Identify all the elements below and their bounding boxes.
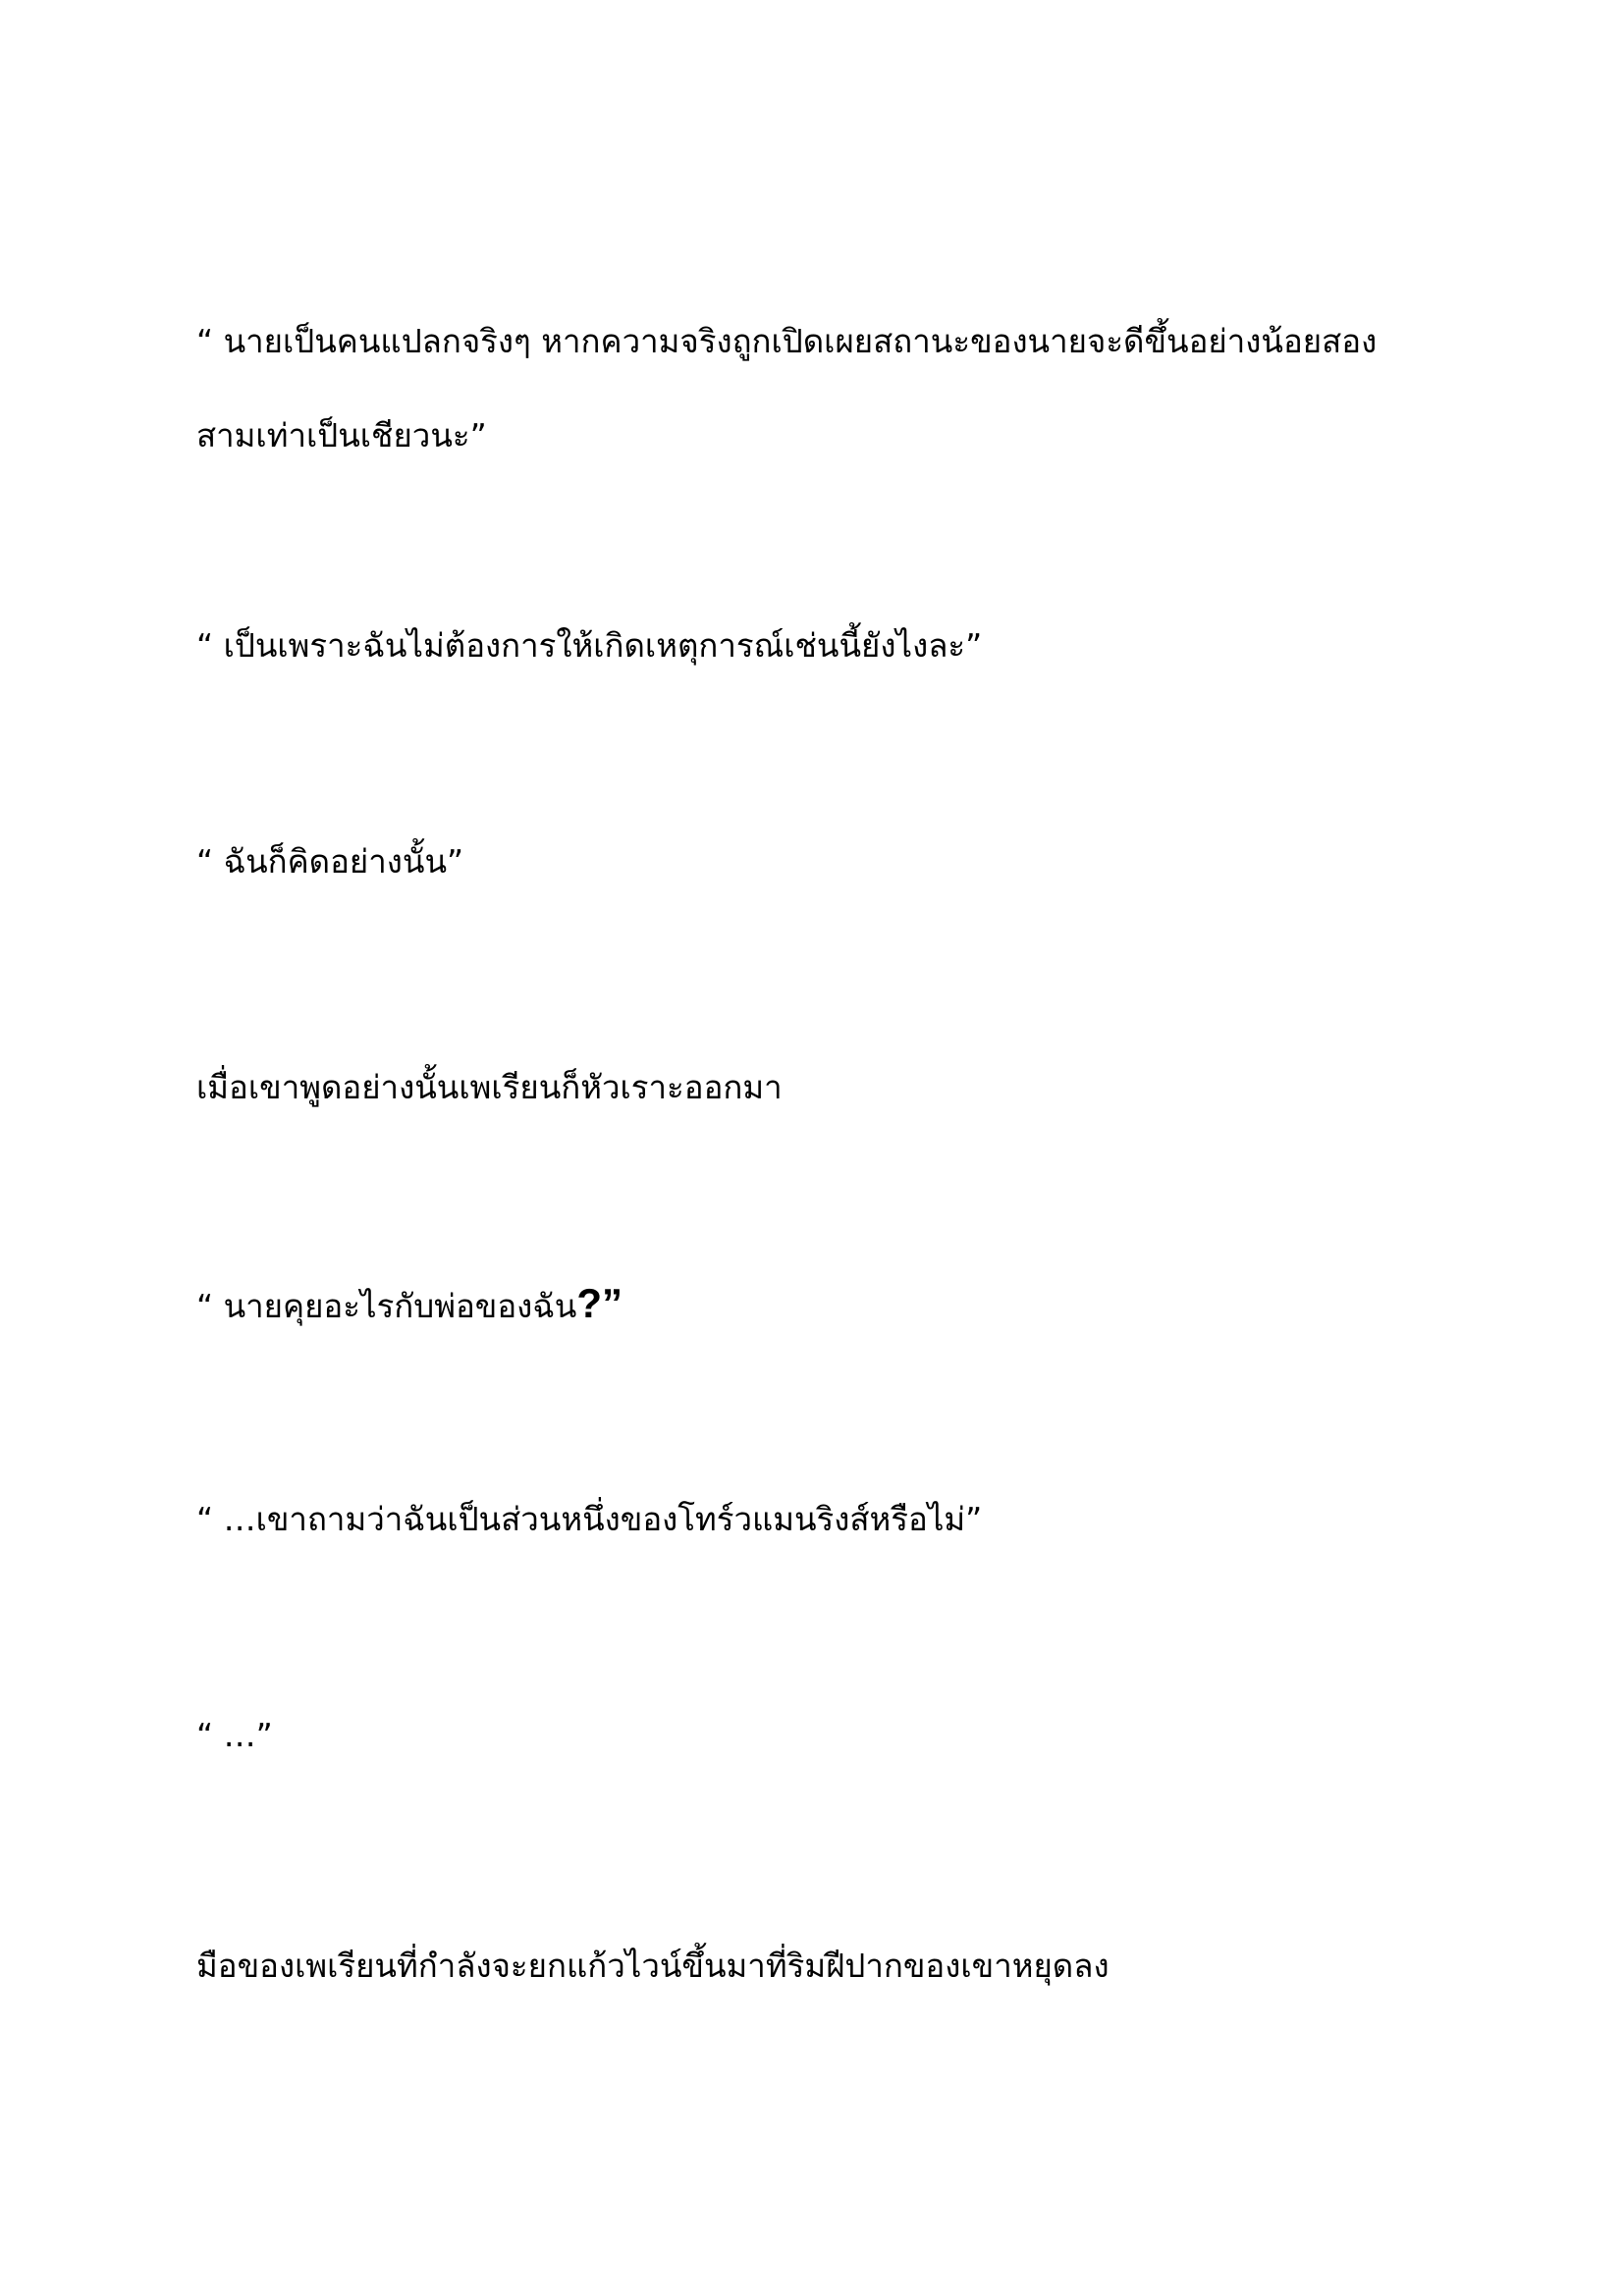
paragraph-5-text: “ นายคุยอะไรกับพ่อของฉัน (196, 1287, 577, 1325)
paragraph-5 (196, 1256, 1434, 1354)
paragraph-2: “ เป็นเพราะฉันไม่ต้องการให้เกิดเหตุการณ์เช่นนี้ยังไงละ” (196, 626, 983, 665)
paragraph-7: “ …” (196, 1716, 273, 1754)
question-mark-quote: ?” (576, 1280, 623, 1326)
paragraph-6: “ …เขาถามว่าฉันเป็นส่วนหนึ่งของโทร์วแมนริงส์หรือไม่” (196, 1500, 983, 1538)
paragraph-3: “ ฉันก็คิดอย่างนั้น” (196, 842, 464, 881)
paragraph-4: เมื่อเขาพูดอย่างนั้นเพเรียนก็หัวเราะออกมา (196, 1068, 783, 1106)
paragraph-8: มือของเพเรียนที่กำลังจะยกแก้วไวน์ขึ้นมาที่ริมฝีปากของเขาหยุดลง (196, 1947, 1110, 1985)
paragraph-1: “ นายเป็นคนแปลกจริงๆ หากความจริงถูกเปิดเผยสถานะของนายจะดีขึ้นอย่างน้อยสองสามเท่าเป็นเชียวนะ” (196, 322, 1378, 454)
